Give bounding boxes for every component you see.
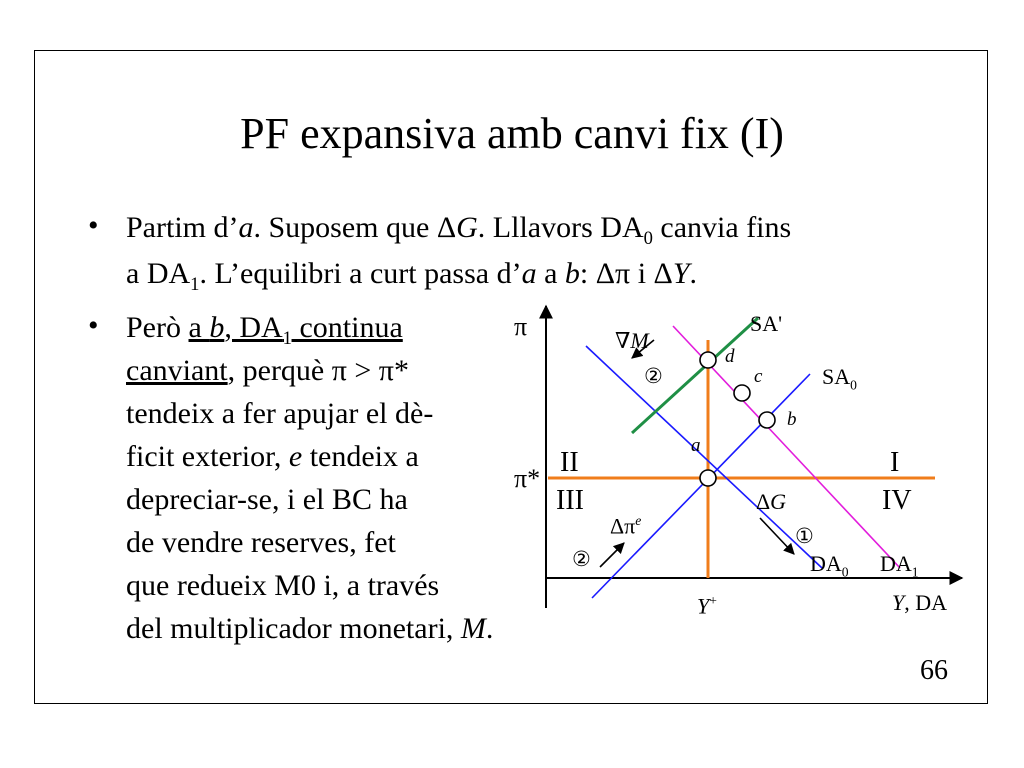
y-axis-label: π (514, 312, 528, 341)
step-2-marker-bottom: ② (572, 547, 591, 571)
bullet2-line5: depreciar-se, i el BC ha (126, 483, 408, 516)
step-1-marker: ① (795, 524, 814, 548)
delta-pi-e-label: $\Delta\pi^e$ (610, 513, 642, 539)
bullet1-line1: Partim d’a. Suposem que ΔG. Lllavors $DA_0$ canvia fins (126, 211, 792, 249)
point-b-label: b (787, 409, 797, 430)
bullet-dot-1: • (88, 209, 99, 242)
pi-star-label: π* (514, 464, 541, 493)
delta-g-label: ΔG (756, 489, 787, 514)
bullet2-line4: ficit exterior, e tendeix a (126, 440, 419, 473)
point-c-marker (734, 385, 750, 401)
point-a-label: a (691, 435, 701, 456)
sa-prime-label: SA' (750, 311, 783, 336)
bullet2-line8: del multiplicador monetari, M. (126, 612, 494, 645)
point-c-label: c (754, 366, 763, 387)
x-axis-label: Y, DA (892, 590, 948, 615)
delta-pi-e-arrow (600, 543, 624, 567)
bullet2-line3: tendeix a fer apujar el dè- (126, 397, 434, 430)
y-plus-label: Y+ (697, 593, 717, 619)
bullet2-line7: que redueix M0 i, a través (126, 569, 440, 602)
quadrant-II: II (560, 447, 579, 478)
sa0-curve (592, 374, 810, 598)
page-number: 66 (920, 655, 948, 686)
bullet2-line6: de vendre reserves, fet (126, 526, 396, 559)
sa0-label: $SA_0$ (822, 364, 857, 393)
da1-label: $DA_1$ (880, 551, 919, 580)
quadrant-III: III (556, 485, 584, 516)
da0-label: $DA_0$ (810, 551, 849, 580)
bullet-dot-2: • (88, 309, 99, 342)
point-b-marker (759, 412, 775, 428)
nabla-m-label: ∇M (615, 328, 649, 353)
bullet2-line2: canviant, perquè π > π* (126, 354, 409, 387)
bullet2-line1: Però a b, $DA_1$ continua (126, 311, 403, 349)
step-2-marker-top: ② (644, 364, 663, 388)
quadrant-I: I (890, 447, 900, 478)
quadrant-IV: IV (882, 485, 912, 516)
point-d-marker (700, 352, 716, 368)
point-d-label: d (725, 346, 735, 367)
point-a-marker (700, 470, 716, 486)
slide-title: PF expansiva amb canvi fix (I) (240, 109, 784, 158)
bullet1-line2: a $DA_1$. L’equilibri a curt passa d’a a b: Δπ i ΔY. (126, 257, 698, 295)
